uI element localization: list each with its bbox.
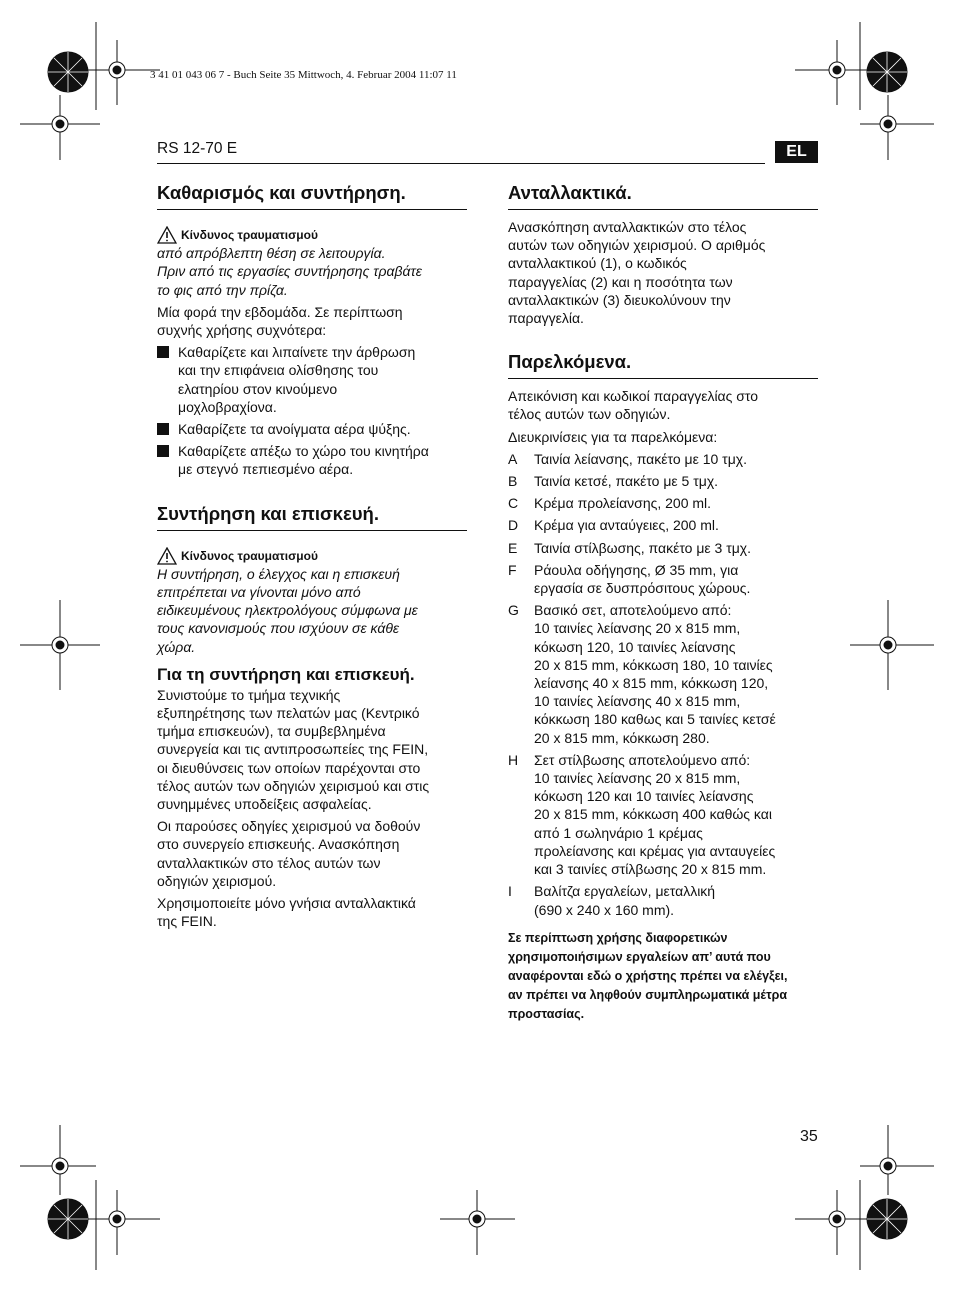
text-line: ειδικευμένους ηλεκτρολόγους σύμφωνα με (157, 602, 418, 619)
text-line: Πριν από τις εργασίες συντήρησης τραβάτε (157, 263, 422, 280)
language-badge: EL (775, 141, 818, 163)
cleaning-intro (157, 303, 467, 339)
text-line: 10 ταινίες λείανσης 40 x 815 mm, (534, 693, 741, 710)
text-line: οδηγιών χειρισμού. (157, 872, 277, 889)
accessories-explain: Διευκρινίσεις για τα παρελκόμενα: (508, 428, 718, 445)
text-line: συνημμένες υποδείξεις ασφαλείας. (157, 796, 372, 813)
text-line: μοχλοβραχίονα. (178, 398, 277, 415)
text-line: τμήμα επισκευών), τα συμβεβλημένα (157, 723, 386, 740)
text-line: ανταλλακτικών στο τέλος αυτών των (157, 854, 381, 871)
accessory-item (508, 539, 818, 557)
cleaning-warning (157, 226, 467, 244)
text-line: επιτρέπεται να γίνονται μόνο από (157, 584, 361, 601)
text-line: αυτών των οδηγιών χειρισμού. Ο αριθμός (508, 237, 766, 254)
text-line: συνεργεία και τις αντιπροσωπείες της FEIN, (157, 741, 429, 758)
text-line: από 1 σωληνάριο 1 κρέμας (534, 824, 703, 841)
text-line: Ράουλα οδήγησης, Ø 35 mm, για (534, 561, 739, 578)
square-bullet-icon (157, 445, 169, 457)
text-line: και την επιφάνεια ολίσθησης του (178, 362, 379, 379)
accessory-item (508, 472, 818, 490)
text-line: Μία φορά την εβδομάδα. Σε περίπτωση (157, 303, 403, 320)
text-line: Ταινία στίλβωσης, πακέτο με 3 τμχ. (534, 539, 752, 556)
accessories-list (508, 450, 818, 919)
cleaning-bullets (157, 343, 467, 478)
text-line: συχνής χρήσης συχνότερα: (157, 322, 327, 339)
text-line: κόκωση 120, 10 ταινίες λείανσης (534, 638, 736, 655)
accessory-item (508, 561, 818, 597)
item-letter: B (508, 473, 518, 490)
item-letter: F (508, 561, 517, 578)
text-line: Χρησιμοποιείτε μόνο γνήσια ανταλλακτικά (157, 895, 416, 912)
text-line: προλείανσης και κρέμας για ανταυγείες (534, 842, 776, 859)
text-line: τέλος αυτών των οδηγιών χειρισμού και στις (157, 777, 430, 794)
item-letter: E (508, 539, 518, 556)
text-line: Κρέμα προλείανσης, 200 ml. (534, 495, 712, 512)
text-line: Η συντήρηση, ο έλεγχος και η επισκευή (157, 565, 400, 582)
model-title: RS 12-70 E (157, 140, 238, 157)
text-line: 20 x 815 mm, κόκκωση 400 καθώς και (534, 806, 772, 823)
text-line: κόκκωση 180 καθως και 5 ταινίες κετσέ (534, 711, 776, 728)
warning-triangle-icon (157, 226, 177, 244)
accessory-item (508, 751, 818, 878)
item-letter: H (508, 751, 519, 768)
text-line: Ταινία κετσέ, πακέτο με 5 τμχ. (534, 473, 719, 490)
text-line: Απεικόνιση και κωδικοί παραγγελίας στο (508, 388, 759, 405)
text-line: Βασικό σετ, αποτελούμενο από: (534, 602, 732, 619)
maintenance-warning-text (157, 565, 467, 656)
text-line: τέλος αυτών των οδηγιών. (508, 406, 671, 423)
warning-triangle-icon (157, 547, 177, 565)
text-line: ανταλλακτικού (1), ο κωδικός (508, 255, 687, 272)
paragraph (157, 894, 467, 930)
text-line: χώρα. (157, 638, 196, 655)
text-line: τους κανονισμούς που ισχύουν σε κάθε (157, 620, 400, 637)
cleaning-heading: Καθαρισμός και συντήρηση. (157, 180, 467, 210)
text-line: οι διευθύνσεις των οποίων παρέχονται στο (157, 759, 421, 776)
right-column (508, 180, 818, 1024)
cleaning-warning-text (157, 244, 467, 299)
text-line: από απρόβλεπτη θέση σε λειτουργία. (157, 245, 386, 262)
paragraph (157, 686, 467, 813)
text-line: αναφέρονται εδώ ο χρήστης πρέπει να ελέγξει, (508, 968, 788, 983)
bullet-item (157, 420, 467, 438)
text-line: αν πρέπει να ληφθούν συμπληρωματικά μέτρα (508, 987, 788, 1002)
text-line: 10 ταινίες λείανσης 20 x 815 mm, (534, 620, 741, 637)
print-slug: 3 41 01 043 06 7 - Buch Seite 35 Mittwoch, 4. Februar 2004 11:07 11 (150, 69, 457, 81)
text-line: χρησιμοποιήσιμων εργαλείων απ’ αυτά που (508, 949, 771, 964)
accessory-item (508, 601, 818, 747)
accessories-intro (508, 387, 818, 423)
text-line: παραγγελίας (2) και η ποσότητα των (508, 273, 733, 290)
text-line: κόκωση 120 και 10 ταινίες λείανσης (534, 788, 754, 805)
text-line: Συνιστούμε το τμήμα τεχνικής (157, 686, 341, 703)
left-column (157, 180, 467, 931)
page-number: 35 (800, 1128, 818, 1145)
accessory-item (508, 882, 818, 918)
text-line: και 3 ταινίες στίλβωσης 20 x 815 mm. (534, 861, 767, 878)
text-line: εξυπηρέτησης των πελατών μας (Κεντρικό (157, 705, 420, 722)
accessories-heading: Παρελκόμενα. (508, 349, 818, 379)
parts-heading: Ανταλλακτικά. (508, 180, 818, 210)
text-line: στο συνεργείο επισκευής. Ανασκόπηση (157, 836, 400, 853)
square-bullet-icon (157, 346, 169, 358)
maintenance-paragraphs (157, 686, 467, 931)
text-line: Ταινία λείανσης, πακέτο με 10 τμχ. (534, 450, 748, 467)
text-line: με στεγνό πεπιεσμένο αέρα. (178, 461, 354, 478)
accessory-item (508, 494, 818, 512)
text-line: εργασία σε δυσπρόσιτους χώρους. (534, 580, 751, 597)
text-line: ελατηρίου στον κινούμενο (178, 380, 338, 397)
text-line: 10 ταινίες λείανσης 20 x 815 mm, (534, 770, 741, 787)
text-line: 20 x 815 mm, κόκκωση 180, 10 ταινίες (534, 656, 773, 673)
item-letter: G (508, 602, 519, 619)
text-line: λείανσης 40 x 815 mm, κόκκωση 120, (534, 675, 769, 692)
text-line: Ανασκόπηση ανταλλακτικών στο τέλος (508, 219, 747, 235)
text-line: της FEIN. (157, 913, 217, 930)
maintenance-subheading: Για τη συντήρηση και επισκευή. (157, 664, 415, 684)
text-line: Σετ στίλβωσης αποτελούμενο από: (534, 751, 751, 768)
maintenance-warning (157, 547, 467, 565)
text-line: Καθαρίζετε τα ανοίγματα αέρα ψύξης. (178, 421, 411, 438)
text-line: Οι παρούσες οδηγίες χειρισμού να δοθούν (157, 818, 421, 835)
text-line: παραγγελία. (508, 310, 584, 327)
parts-text (508, 218, 818, 327)
paragraph (157, 817, 467, 890)
text-line: (690 x 240 x 160 mm). (534, 901, 675, 918)
text-line: το φις από την πρίζα. (157, 281, 288, 298)
text-line: Κρέμα για ανταύγειες, 200 ml. (534, 517, 719, 534)
text-line: ανταλλακτικών (3) διευκολύνουν την (508, 291, 731, 308)
bullet-item (157, 343, 467, 416)
text-line: Καθαρίζετε και λιπαίνετε την άρθρωση (178, 344, 416, 361)
item-letter: D (508, 517, 519, 534)
header-rule (157, 163, 765, 164)
warning-label: Κίνδυνος τραυματισμού (181, 548, 318, 563)
maintenance-heading: Συντήρηση και επισκευή. (157, 501, 467, 531)
warning-label: Κίνδυνος τραυματισμού (181, 228, 318, 242)
item-letter: A (508, 450, 518, 467)
text-line: Σε περίπτωση χρήσης διαφορετικών (508, 930, 728, 945)
square-bullet-icon (157, 423, 169, 435)
accessory-item (508, 516, 818, 534)
bullet-item (157, 442, 467, 478)
accessories-note (508, 929, 818, 1024)
item-letter: I (508, 883, 512, 900)
text-line: 20 x 815 mm, κόκκωση 280. (534, 729, 710, 746)
item-letter: C (508, 495, 519, 512)
accessory-item (508, 450, 818, 468)
text-line: Βαλίτζα εργαλείων, μεταλλική (534, 883, 716, 900)
text-line: Καθαρίζετε απέξω το χώρο του κινητήρα (178, 443, 429, 460)
text-line: προστασίας. (508, 1006, 585, 1021)
